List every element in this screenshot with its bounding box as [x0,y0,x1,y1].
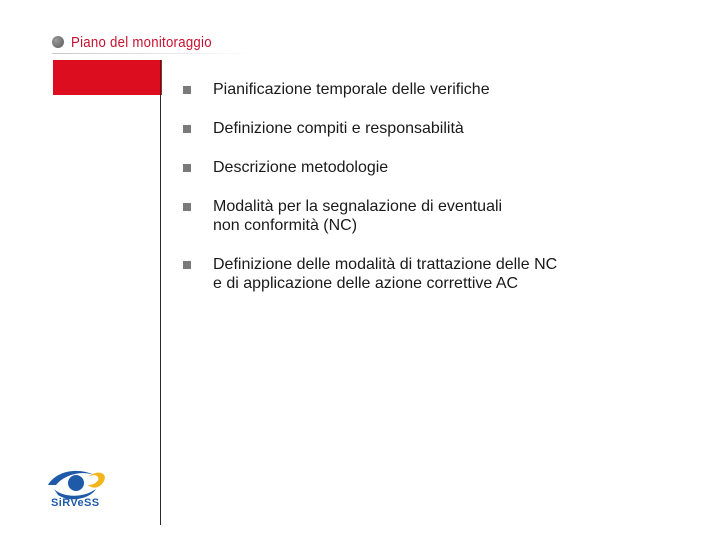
list-item [183,255,557,293]
list-item [183,119,557,138]
square-bullet-icon [183,125,191,133]
slide-header [52,31,231,53]
bullet-text: Pianificazione temporale delle verifiche [213,81,490,98]
bullet-circle-icon [52,36,64,48]
list-item [183,158,557,177]
square-bullet-icon [183,164,191,172]
bullet-text: Modalità per la segnalazione di eventuali non conformità (NC) [213,198,503,234]
logo-wordmark: SiRVeSS [51,497,100,509]
red-accent-block [53,60,162,95]
list-item [183,80,557,99]
square-bullet-icon [183,86,191,94]
bullet-text: Definizione compiti e responsabilità [213,120,464,137]
square-bullet-icon [183,261,191,269]
list-item [183,197,557,235]
title-underline [52,53,252,54]
bullet-text: Definizione delle modalità di trattazione delle NC e di applicazione delle azione correttive AC [213,256,558,292]
square-bullet-icon [183,203,191,211]
bullet-list [183,80,557,293]
bullet-text: Descrizione metodologie [213,159,389,176]
vertical-divider [160,60,161,525]
slide-title: Piano del monitoraggio [71,33,212,51]
